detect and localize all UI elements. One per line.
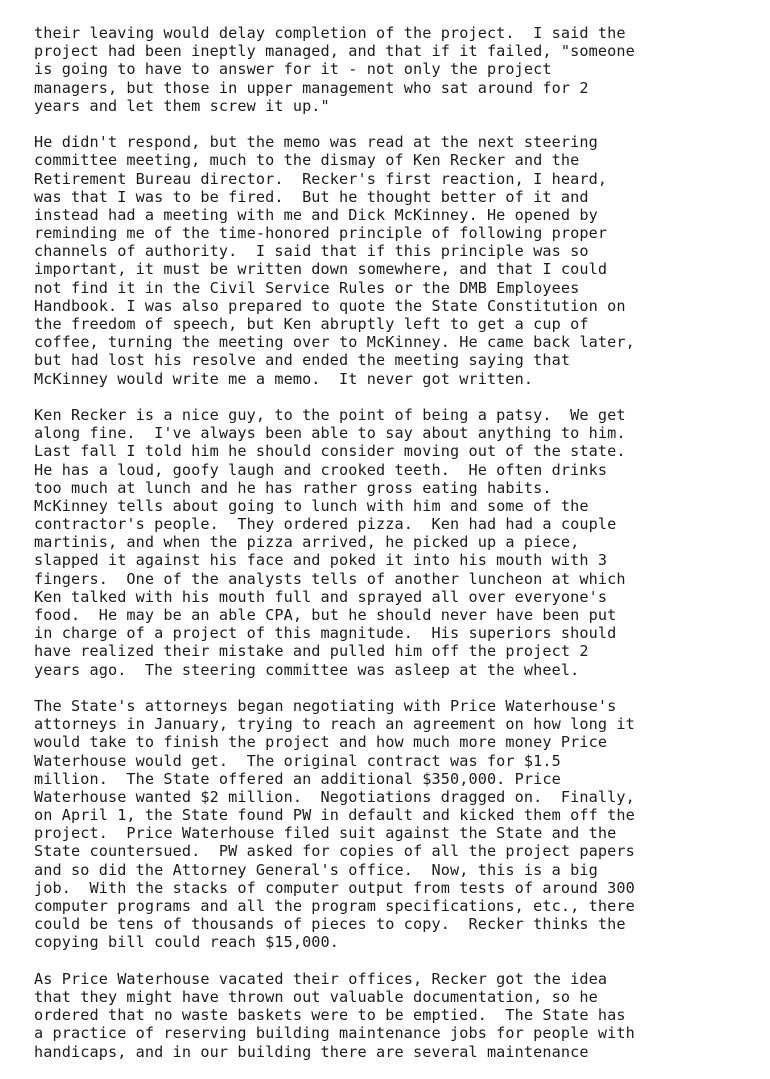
text-line: copying bill could reach $15,000. [34, 933, 340, 952]
text-line: Handbook. I was also prepared to quote the State Constitution on [34, 296, 626, 315]
text-line: million. The State offered an additional $350,000. Price [34, 769, 561, 788]
text-line: project. Price Waterhouse filed suit against the State and the [34, 824, 617, 843]
text-line: their leaving would delay completion of the project. I said the [34, 24, 626, 42]
text-line: The State's attorneys began negotiating with Price Waterhouse's [34, 696, 617, 715]
text-line: was that I was to be fired. But he thought better of it and [34, 187, 589, 206]
text-line: handicaps, and in our building there are several maintenance [34, 1042, 589, 1061]
text-line: instead had a meeting with me and Dick McKinney. He opened by [34, 205, 598, 224]
text-line: along fine. I've always been able to say about anything to him. [34, 424, 626, 443]
text-line: could be tens of thousands of pieces to copy. Recker thinks the [34, 915, 626, 934]
text-line: Last fall I told him he should consider moving out of the state. [34, 442, 626, 461]
text-line: have realized their mistake and pulled him off the project 2 [34, 642, 589, 661]
text-line: managers, but those in upper management who sat around for 2 [34, 78, 589, 97]
text-line: State countersued. PW asked for copies of all the project papers [34, 842, 635, 861]
paragraph [34, 133, 764, 388]
text-line: too much at lunch and he has rather gross eating habits. [34, 478, 552, 497]
text-line: computer programs and all the program specifications, etc., there [34, 897, 635, 915]
text-line: Waterhouse wanted $2 million. Negotiations dragged on. Finally, [34, 787, 635, 806]
text-line: in charge of a project of this magnitude. His superiors should [34, 624, 617, 643]
text-line: is going to have to answer for it - not only the project [34, 60, 552, 79]
text-line: on April 1, the State found PW in default and kicked them off the [34, 806, 635, 825]
text-line: but had lost his resolve and ended the meeting saying that [34, 351, 571, 370]
text-line: McKinney would write me a memo. It never got written. [34, 369, 534, 388]
text-line: He has a loud, goofy laugh and crooked teeth. He often drinks [34, 460, 608, 479]
text-line: contractor's people. They ordered pizza. Ken had had a couple [34, 515, 617, 534]
text-line: important, it must be written down somewhere, and that I could [34, 260, 608, 279]
paragraph [34, 406, 764, 679]
text-line: attorneys in January, trying to reach an agreement on how long it [34, 715, 635, 734]
text-line: the freedom of speech, but Ken abruptly left to get a cup of [34, 315, 589, 333]
text-line: slapped it against his face and poked it into his mouth with 3 [34, 551, 608, 570]
text-line: would take to finish the project and how much more money Price [34, 733, 608, 752]
text-line: martinis, and when the pizza arrived, he picked up a piece, [34, 533, 580, 552]
text-line: ordered that no waste baskets were to be emptied. The State has [34, 1006, 626, 1025]
text-line: job. With the stacks of computer output from tests of around 300 [34, 878, 635, 897]
text-line: years ago. The steering committee was asleep at the wheel. [34, 660, 580, 679]
text-line: project had been ineptly managed, and that if it failed, "someone [34, 42, 635, 61]
text-line: fingers. One of the analysts tells of another luncheon at which [34, 569, 626, 588]
text-line: not find it in the Civil Service Rules or the DMB Employees [34, 278, 580, 297]
text-line: channels of authority. I said that if this principle was so [34, 242, 589, 261]
text-line: McKinney tells about going to lunch with him and some of the [34, 496, 589, 515]
text-line: He didn't respond, but the memo was read at the next steering [34, 133, 598, 152]
text-line: As Price Waterhouse vacated their offices, Recker got the idea [34, 969, 608, 988]
text-line: coffee, turning the meeting over to McKinney. He came back later, [34, 333, 635, 352]
paragraph [34, 970, 764, 1061]
typewritten-page [34, 24, 764, 1079]
text-line: that they might have thrown out valuable documentation, so he [34, 987, 598, 1006]
text-line: a practice of reserving building maintenance jobs for people with [34, 1024, 635, 1043]
text-line: reminding me of the time-honored principle of following proper [34, 224, 608, 243]
paragraph [34, 697, 764, 952]
text-line: Retirement Bureau director. Recker's first reaction, I heard, [34, 169, 608, 188]
text-line: and so did the Attorney General's office. Now, this is a big [34, 860, 598, 879]
text-line: years and let them screw it up." [34, 96, 330, 115]
text-line: Ken Recker is a nice guy, to the point of being a patsy. We get [34, 405, 626, 424]
text-line: committee meeting, much to the dismay of Ken Recker and the [34, 151, 580, 170]
paragraph [34, 24, 764, 115]
text-line: Ken talked with his mouth full and sprayed all over everyone's [34, 587, 608, 606]
text-line: Waterhouse would get. The original contract was for $1.5 [34, 751, 561, 770]
text-line: food. He may be an able CPA, but he should never have been put [34, 606, 617, 624]
